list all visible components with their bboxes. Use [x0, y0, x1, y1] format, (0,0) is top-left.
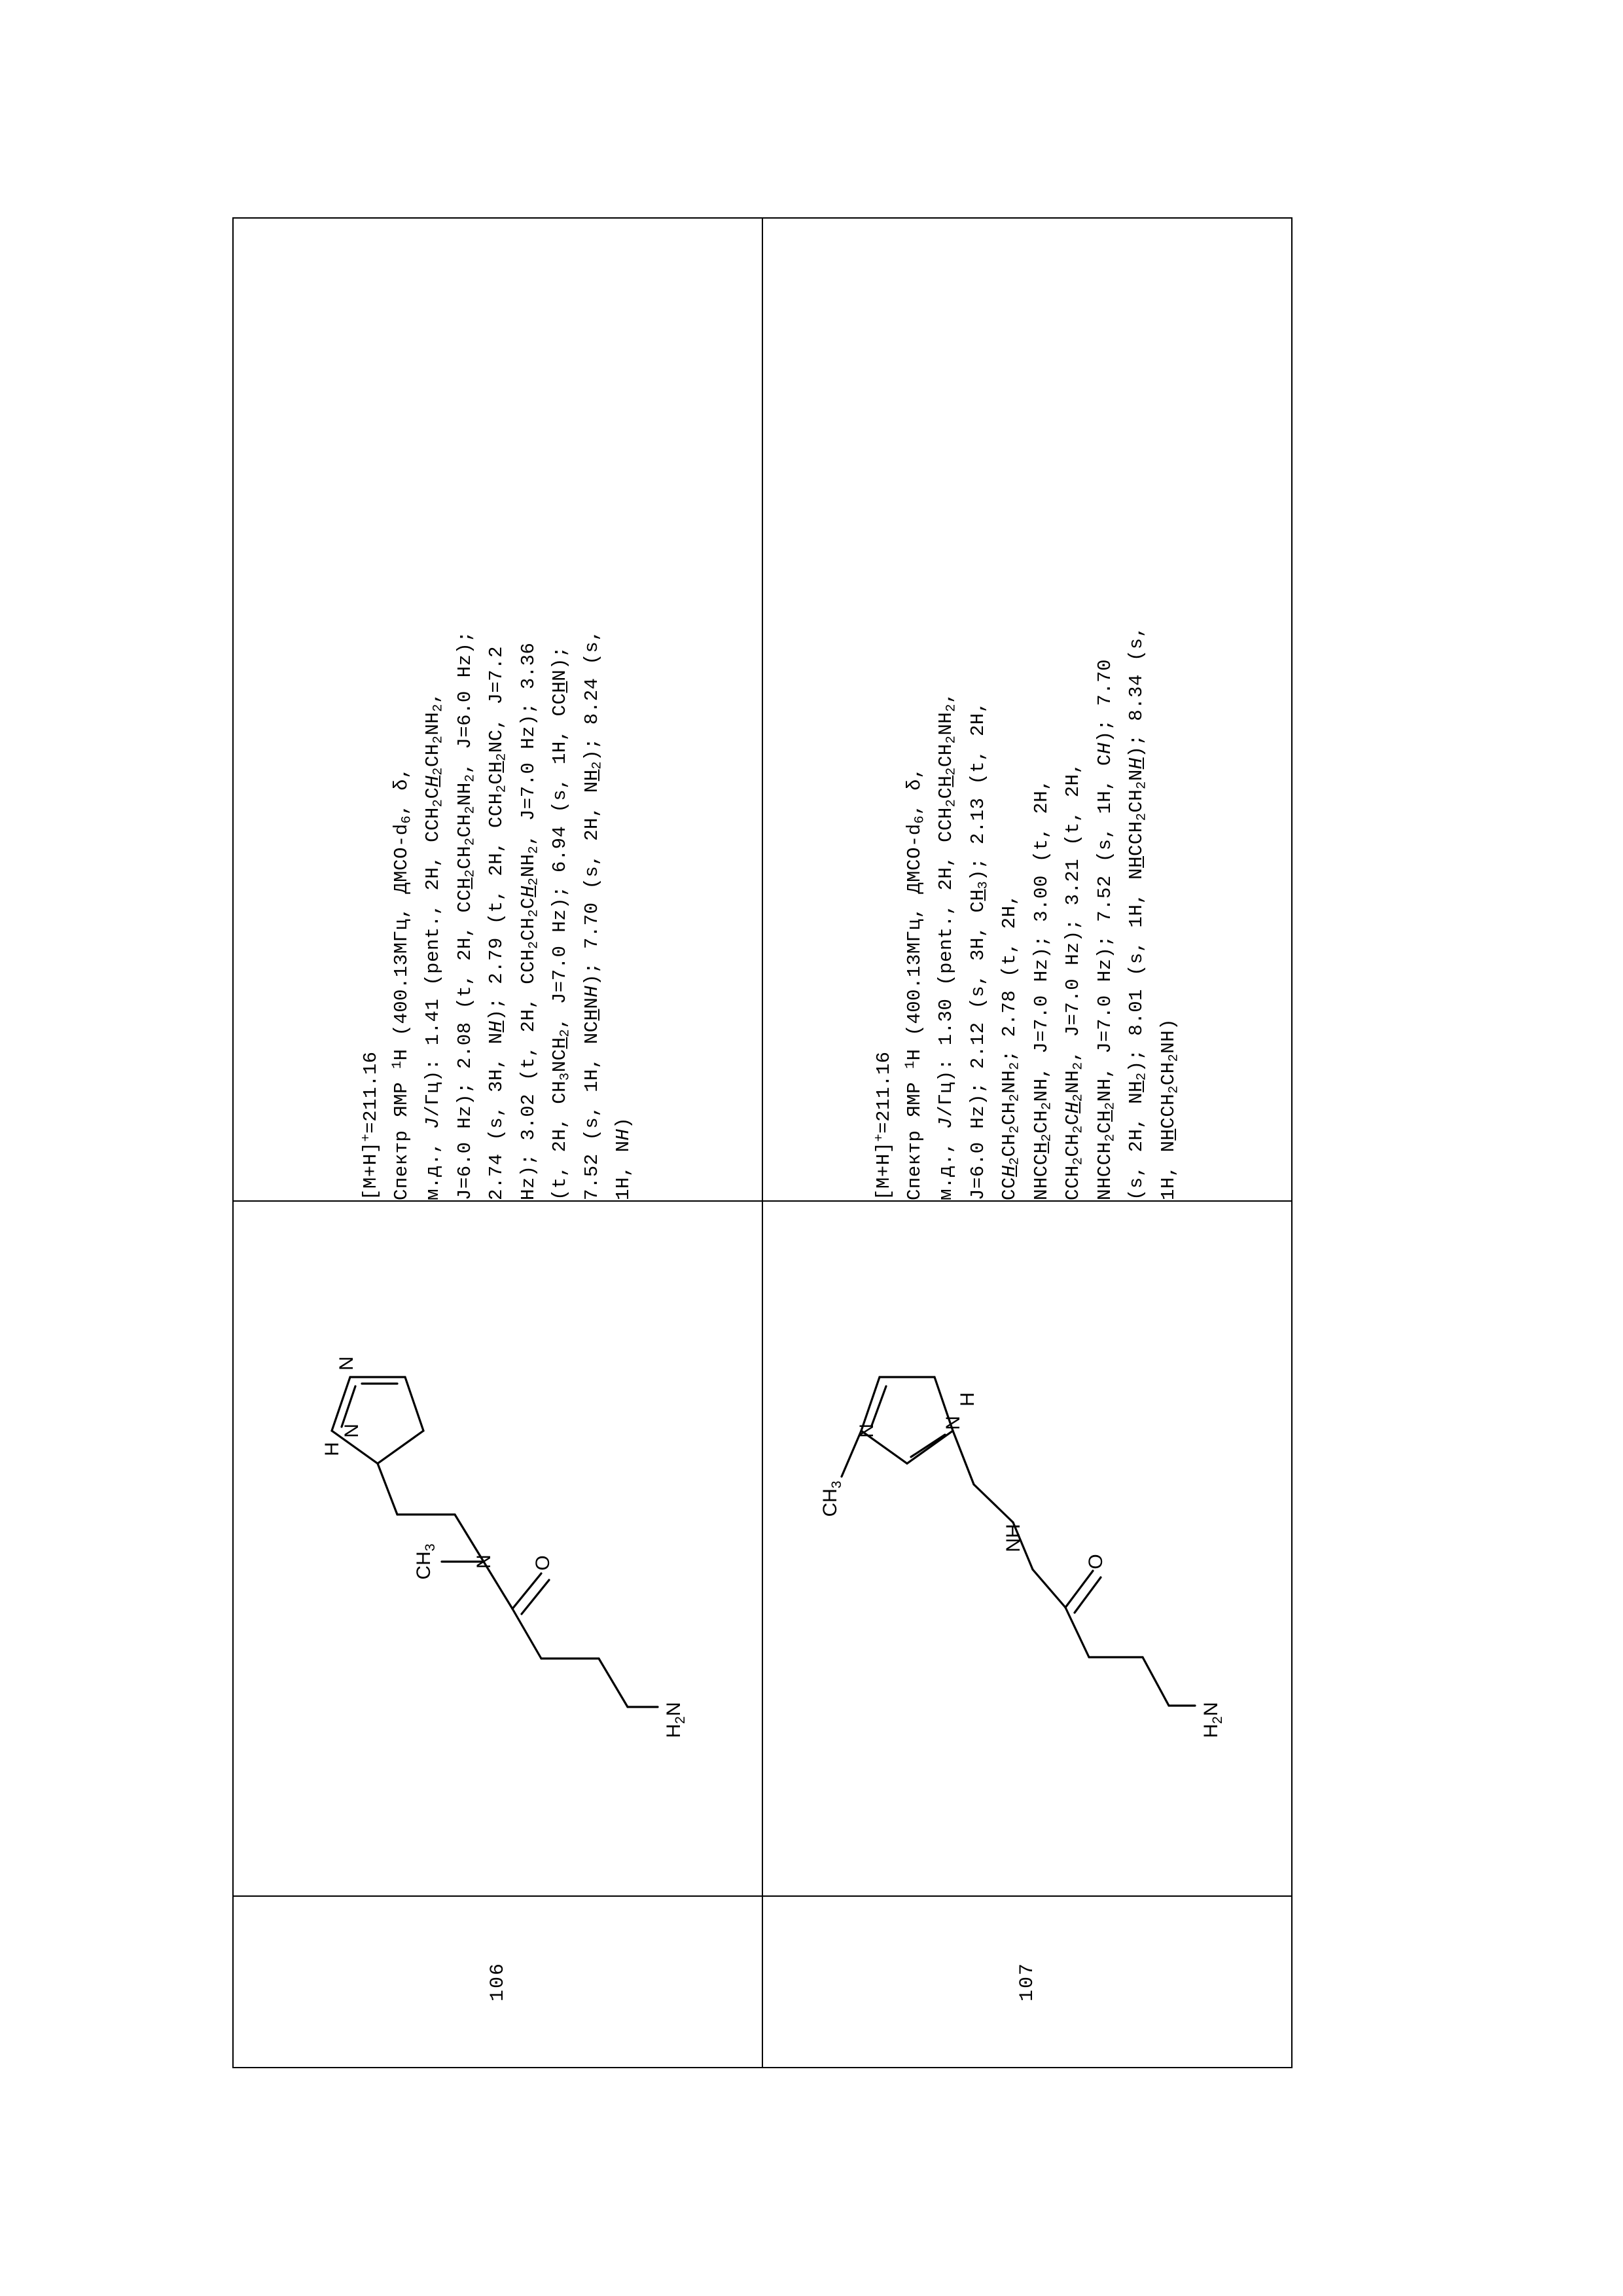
data-line: (t, 2H, $CH_3NCH_2$, J=7.0 Hz); 6.94 (s, 1H, CCHN); [549, 646, 573, 1200]
data-line: 2.74 (s, 3H, NH); 2.79 (t, 2H, $CCH_2CH_2NC$, J=7.2 [486, 646, 510, 1200]
data-line: м.д., J/Гц): 1.30 (pent., 2H, $CCH_2CH_2CH_2NH_2$, [935, 692, 959, 1200]
row-number-cell [233, 1896, 762, 2068]
chemical-structure-107 [763, 1208, 1247, 1889]
atom-label-H2N: $H_2N$ [1200, 1702, 1225, 1738]
data-line: $CCH_2CH_2CH_2NH_2$; 2.78 (t, 2H, [999, 893, 1023, 1200]
data-line: [M+H]+=211.16 [359, 1051, 382, 1200]
structure-cell [233, 1201, 762, 1896]
table-row [762, 218, 1292, 2068]
row-number: 106 [486, 1962, 509, 2002]
atom-label-H: H [321, 1442, 343, 1456]
data-line: $CCH_2CH_2CH_2NH_2$, J=7.0 Hz); 3.21 (t, 2H, [1062, 762, 1086, 1200]
rotated-table-wrapper [232, 223, 1293, 2068]
atom-label-H: H [957, 1392, 978, 1407]
data-line: Спектр ЯМР $^1$H (400.13МГц, ДМСО-$d_6$, δ, [389, 767, 415, 1200]
atom-label-N: N [473, 1554, 495, 1569]
atom-label-CH3: $CH_3$ [413, 1543, 438, 1580]
row-number: 107 [1016, 1962, 1039, 2002]
atom-label-N: N [942, 1416, 964, 1430]
data-line: $NHCCH_2CH_2NH$, J=7.0 Hz); 7.52 (s, 1H, CH); 7.70 [1094, 658, 1118, 1200]
atom-label-H2N: $H_2N$ [663, 1702, 688, 1738]
row-number-cell [762, 1896, 1292, 2068]
data-line: Hz); 3.02 (t, 2H, $CCH_2CH_2CH_2NH_2$, J=7.0 Hz); 3.36 [517, 642, 542, 1200]
data-line: (s, 2H, $NH_2$); 8.01 (s, 1H, $NHCCH_2CH_2NH$); 8.34 (s, [1126, 626, 1150, 1200]
data-line: 1H, $NHCCH_2CH_2NH$) [1157, 1018, 1182, 1200]
chemical-structure-106 [234, 1208, 718, 1889]
atom-label-CH3: $CH_3$ [819, 1480, 844, 1517]
atom-label-N: N [856, 1424, 878, 1438]
data-line: Спектр ЯМР $^1$H (400.13МГц, ДМСО-$d_6$, δ, [902, 767, 928, 1200]
atom-label-O: O [532, 1555, 554, 1571]
atom-label-O: O [1085, 1554, 1107, 1570]
data-line: J=6.0 Hz); 2.12 (s, 3H, $CH_3$); 2.13 (t, 2H, [967, 701, 991, 1200]
atom-label-N: N [341, 1424, 363, 1438]
data-line: $NHCCH_2CH_2NH$, J=7.0 Hz); 3.00 (t, 2H, [1030, 778, 1055, 1200]
spectral-data-cell [233, 218, 762, 1201]
atom-label-N: N [336, 1356, 357, 1371]
structure-cell [762, 1201, 1292, 1896]
data-line: [M+H]+=211.16 [872, 1051, 895, 1200]
spectral-data-cell [762, 218, 1292, 1201]
table-row [233, 218, 762, 2068]
data-line: 1H, NH) [613, 1117, 635, 1200]
data-line: м.д., J/Гц): 1.41 (pent., 2H, $CCH_2CH_2CH_2NH_2$, [422, 692, 446, 1200]
spectral-data-table [232, 217, 1293, 2068]
data-line: J=6.0 Hz); 2.08 (t, 2H, $CCH_2CH_2CH_2NH_2$, J=6.0 Hz); [454, 630, 478, 1200]
atom-label-NH: NH [1003, 1524, 1024, 1552]
data-line: 7.52 (s, 1H, NCHNH); 7.70 (s, 2H, $NH_2$); 8.24 (s, [580, 629, 605, 1200]
